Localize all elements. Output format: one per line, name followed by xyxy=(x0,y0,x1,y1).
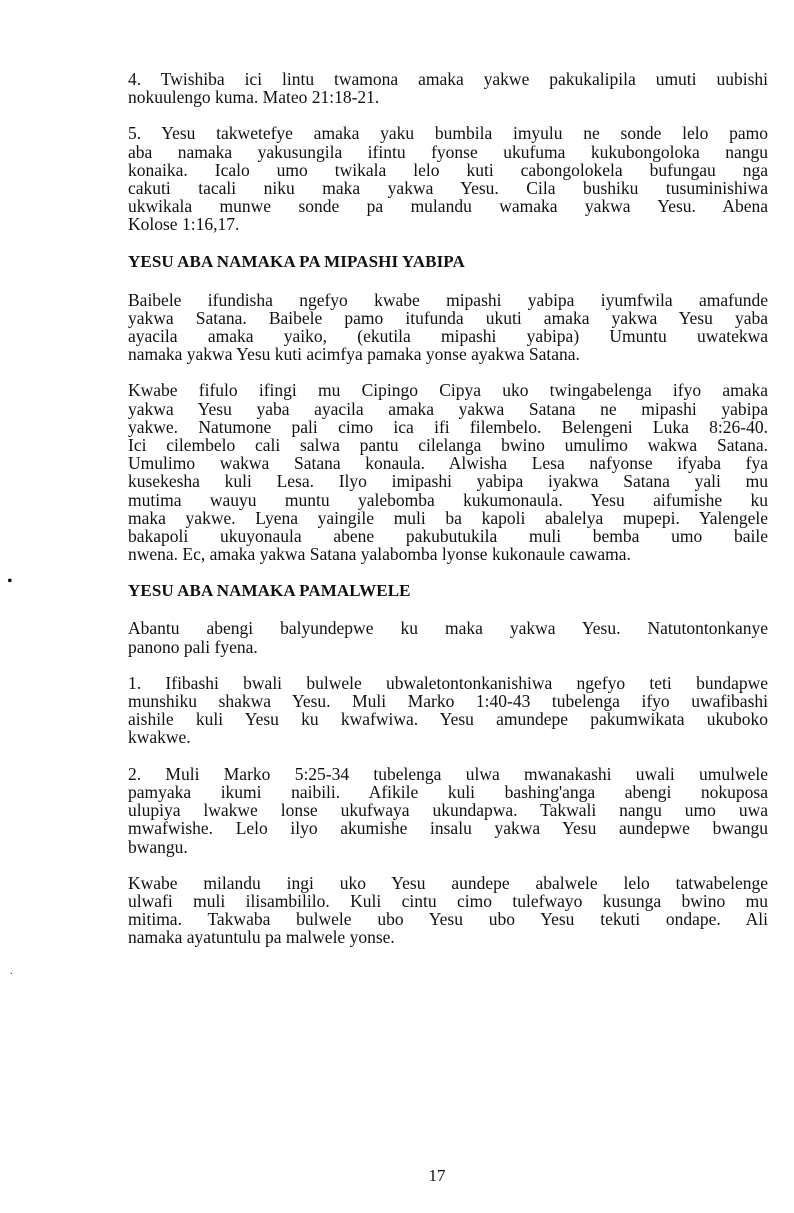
text-line: ulwafi muli ilisambililo. Kuli cintu cimo tulefwayo kusunga bwino mu xyxy=(128,890,768,911)
text-line: yakwa Yesu yaba ayacila amaka yakwa Satana ne mipashi yabipa xyxy=(128,398,768,419)
text-line: mwafwishe. Lelo ilyo akumishe insalu yakwa Yesu aundepwe bwangu xyxy=(128,818,768,839)
text-line: panono pali fyena. xyxy=(128,636,258,657)
text-line: kwakwe. xyxy=(128,727,191,748)
text-line: Kwabe fifulo ifingi mu Cipingo Cipya uko twingabelenga ifyo amaka xyxy=(128,380,768,401)
text-line: mitima. Takwaba bulwele ubo Yesu ubo Yesu tekuti ondape. Ali xyxy=(128,909,768,930)
text-line: namaka ayatuntulu pa malwele yonse. xyxy=(128,927,395,948)
text-line: pamyaka ikumi naibili. Afikile kuli bashing'anga abengi nokuposa xyxy=(128,781,768,802)
text-line: yakwa Satana. Baibele pamo itufunda ukuti amaka yakwa Yesu yaba xyxy=(128,307,768,328)
paragraph-conclusion xyxy=(128,874,768,947)
paragraph-luke-8 xyxy=(128,381,768,563)
text-line: ayacila amaka yaiko, (ekutila mipashi yabipa) Umuntu uwatekwa xyxy=(128,326,768,347)
text-line: Umulimo wakwa Satana konaula. Alwisha Lesa nafyonse ifyaba fya xyxy=(128,453,768,474)
text-line: Baibele ifundisha ngefyo kwabe mipashi yabipa iyumfwila amafunde xyxy=(128,289,768,310)
text-line: aba namaka yakusungila ifintu fyonse ukufuma kukubongoloka nangu xyxy=(128,141,768,162)
text-line: bwangu. xyxy=(128,836,188,857)
text-line: 1. Ifibashi bwali bulwele ubwaletontonkanishiwa ngefyo teti bundapwe xyxy=(128,672,768,693)
section-heading-sickness: YESU ABA NAMAKA PAMALWELE xyxy=(128,581,411,601)
text-line: ulupiya lwakwe lonse ukufwaya ukundapwa. Takwali nangu umo uwa xyxy=(128,800,768,821)
text-line: Kolose 1:16,17. xyxy=(128,214,240,235)
text-line: Abantu abengi balyundepwe ku maka yakwa Yesu. Natutontonkanye xyxy=(128,618,768,639)
margin-mark: • xyxy=(7,573,13,590)
paragraph-4-fig-tree xyxy=(128,70,768,106)
margin-mark: . xyxy=(10,966,13,977)
text-line: 2. Muli Marko 5:25-34 tubelenga ulwa mwanakashi uwali umulwele xyxy=(128,763,768,784)
text-line: nokuulengo kuma. Mateo 21:18-21. xyxy=(128,87,380,108)
page-body xyxy=(128,70,768,947)
paragraph-5-creation xyxy=(128,124,768,233)
text-line: aishile kuli Yesu ku kwafwiwa. Yesu amundepe pakumwikata ukuboko xyxy=(128,709,768,730)
text-line: yakwe. Natumone pali cimo ica ifi filembelo. Belengeni Luka 8:26-40. xyxy=(128,416,768,437)
text-line: 4. Twishiba ici lintu twamona amaka yakwe pakukalipila umuti uubishi xyxy=(128,69,768,89)
text-line: mutima wauyu muntu yalebomba kukumonaula. Yesu aifumishe ku xyxy=(128,489,768,510)
text-line: namaka yakwa Yesu kuti acimfya pamaka yonse ayakwa Satana. xyxy=(128,344,580,365)
paragraph-evil-spirits-intro xyxy=(128,291,768,364)
paragraph-2-woman-bleeding xyxy=(128,765,768,856)
text-line: maka yakwe. Lyena yaingile muli ba kapoli abalelya mupepi. Yalengele xyxy=(128,507,768,528)
text-line: 5. Yesu takwetefye amaka yaku bumbila imyulu ne sonde lelo pamo xyxy=(128,123,768,144)
text-line: Ici cilembelo cali salwa pantu cilelanga bwino umulimo wakwa Satana. xyxy=(128,435,768,456)
text-line: konaika. Icalo umo twikala lelo kuti cabongolokela bufungau nga xyxy=(128,159,768,180)
text-line: kusekesha kuli Lesa. Ilyo imipashi yabipa iyakwa Satana yali mu xyxy=(128,471,768,492)
text-line: Kwabe milandu ingi uko Yesu aundepe abalwele lelo tatwabelenge xyxy=(128,872,768,893)
text-line: cakuti tacali niku maka yakwa Yesu. Cila bushiku tusuminishiwa xyxy=(128,178,768,199)
text-line: bakapoli ukuyonaula abene pakubutukila muli bemba umo baile xyxy=(128,526,768,547)
section-heading-evil-spirits: YESU ABA NAMAKA PA MIPASHI YABIPA xyxy=(128,251,465,271)
page-number: 17 xyxy=(428,1166,446,1185)
paragraph-1-leprosy xyxy=(128,674,768,747)
text-line: ukwikala munwe sonde pa mulandu wamaka yakwa Yesu. Abena xyxy=(128,196,768,217)
paragraph-sickness-intro xyxy=(128,619,768,655)
text-line: nwena. Ec, amaka yakwa Satana yalabomba lyonse kukonaule cawama. xyxy=(128,544,631,565)
text-line: munshiku shakwa Yesu. Muli Marko 1:40-43 tubelenga ifyo uwafibashi xyxy=(128,691,768,712)
